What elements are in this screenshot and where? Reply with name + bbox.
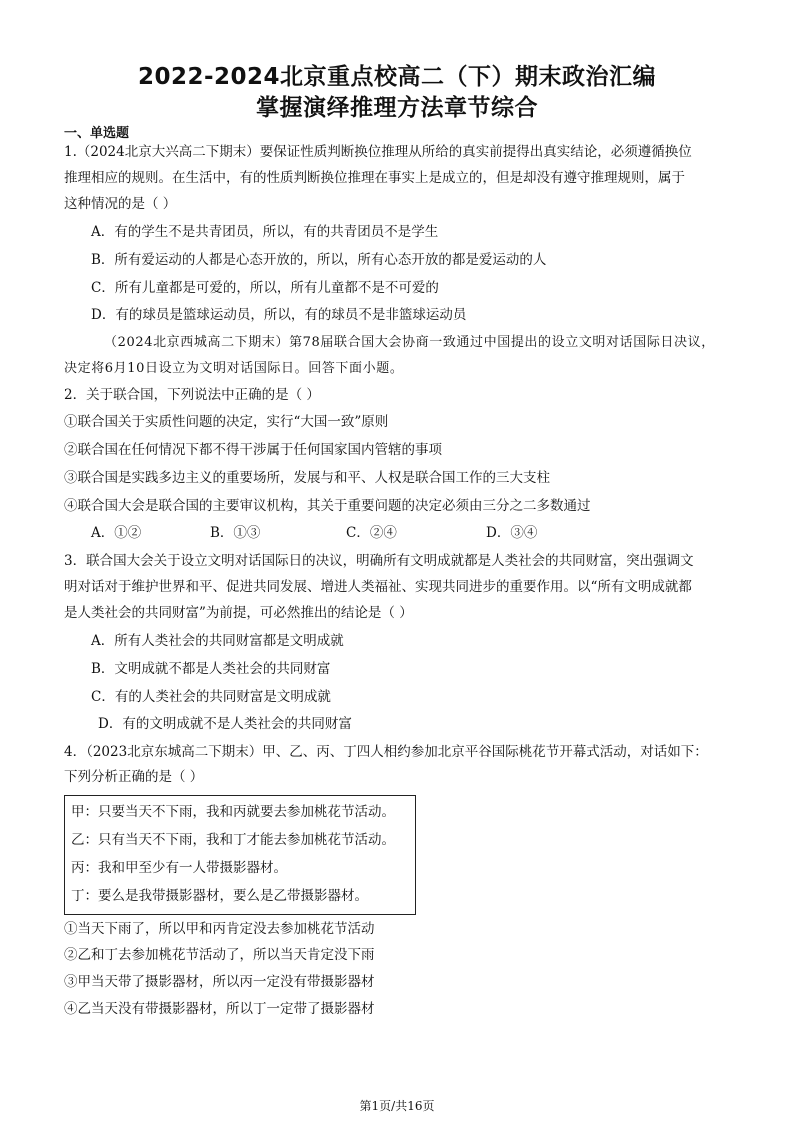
q2-statement-3: ③联合国是实践多边主义的重要场所，发展与和平、人权是联合国工作的三大支柱 bbox=[64, 470, 550, 486]
q1-option-b: B．所有爱运动的人都是心态开放的，所以，所有心态开放的都是爱运动的人 bbox=[91, 252, 547, 268]
document-title-line2: 掌握演绎推理方法章节综合 bbox=[256, 95, 538, 121]
q4-statement-3: ③甲当天带了摄影器材，所以丙一定没有带摄影器材 bbox=[64, 974, 375, 990]
dialogue-bing: 丙：我和甲至少有一人带摄影器材。 bbox=[71, 860, 287, 876]
q1-stem-line2: 推理相应的规则。在生活中，有的性质判断换位推理在事实上是成立的，但是却没有遵守推理规则，属于 bbox=[64, 170, 685, 186]
q2-option-b: B．①③ bbox=[210, 525, 261, 541]
q4-stem-line1: 4．（2023北京东城高二下期末）甲、乙、丙、丁四人相约参加北京平谷国际桃花节开幕式活动，对话如下： bbox=[64, 744, 708, 760]
page-number: 第1页/共16页 bbox=[359, 1099, 435, 1113]
material-line1: （2024北京西城高二下期末）第78届联合国大会协商一致通过中国提出的设立文明对话国际日决议， bbox=[104, 335, 715, 350]
q1-option-a: A．有的学生不是共青团员，所以，有的共青团员不是学生 bbox=[91, 224, 439, 240]
q3-option-d: D．有的文明成就不是人类社会的共同财富 bbox=[98, 716, 352, 732]
material-line2: 决定将6月10日设立为文明对话国际日。回答下面小题。 bbox=[64, 361, 404, 376]
q3-option-c: C．有的人类社会的共同财富是文明成就 bbox=[91, 689, 331, 705]
q3-option-a: A．所有人类社会的共同财富都是文明成就 bbox=[91, 633, 344, 649]
q3-stem-line2: 明对话对于维护世界和平、促进共同发展、增进人类福祉、实现共同进步的重要作用。以“所有文明成就都 bbox=[64, 579, 692, 595]
dialogue-jia: 甲：只要当天不下雨，我和丙就要去参加桃花节活动。 bbox=[71, 804, 395, 820]
q3-stem-line3: 是人类社会的共同财富”为前提，可必然推出的结论是（ ） bbox=[64, 605, 413, 621]
q2-statement-2: ②联合国在任何情况下都不得干涉属于任何国家国内管辖的事项 bbox=[64, 442, 442, 458]
q4-statement-1: ①当天下雨了，所以甲和丙肯定没去参加桃花节活动 bbox=[64, 921, 375, 937]
q2-statement-1: ①联合国关于实质性问题的决定，实行“大国一致”原则 bbox=[64, 414, 389, 430]
dialogue-yi: 乙：只有当天不下雨，我和丁才能去参加桃花节活动。 bbox=[71, 832, 395, 848]
document-title-line1: 2022-2024北京重点校高二（下）期末政治汇编 bbox=[137, 64, 657, 90]
q4-statement-2: ②乙和丁去参加桃花节活动了，所以当天肯定没下雨 bbox=[64, 947, 375, 963]
q1-stem-line1: 1.（2024北京大兴高二下期末）要保证性质判断换位推理从所给的真实前提得出真实结论，必须遵循换位 bbox=[64, 144, 692, 160]
dialogue-ding: 丁：要么是我带摄影器材，要么是乙带摄影器材。 bbox=[71, 888, 368, 904]
q1-stem-line3: 这种情况的是（ ） bbox=[64, 196, 177, 212]
q2-option-d: D．③④ bbox=[486, 525, 538, 541]
q1-option-c: C．所有儿童都是可爱的，所以，所有儿童都不是不可爱的 bbox=[91, 280, 439, 296]
q3-option-b: B．文明成就不都是人类社会的共同财富 bbox=[91, 661, 331, 677]
section-heading: 一、单选题 bbox=[64, 126, 130, 141]
q4-stem-line2: 下列分析正确的是（ ） bbox=[64, 769, 204, 785]
q4-statement-4: ④乙当天没有带摄影器材，所以丁一定带了摄影器材 bbox=[64, 1001, 375, 1017]
q2-stem: 2．关于联合国，下列说法中正确的是（ ） bbox=[64, 387, 320, 403]
q2-option-a: A．①② bbox=[91, 525, 142, 541]
q3-stem-line1: 3．联合国大会关于设立文明对话国际日的决议，明确所有文明成就都是人类社会的共同财富，突出强调文 bbox=[64, 553, 694, 569]
q2-statement-4: ④联合国大会是联合国的主要审议机构，其关于重要问题的决定必须由三分之二多数通过 bbox=[64, 498, 591, 514]
q1-option-d: D．有的球员是篮球运动员，所以，有的球员不是非篮球运动员 bbox=[91, 307, 467, 323]
q2-option-c: C．②④ bbox=[346, 525, 397, 541]
